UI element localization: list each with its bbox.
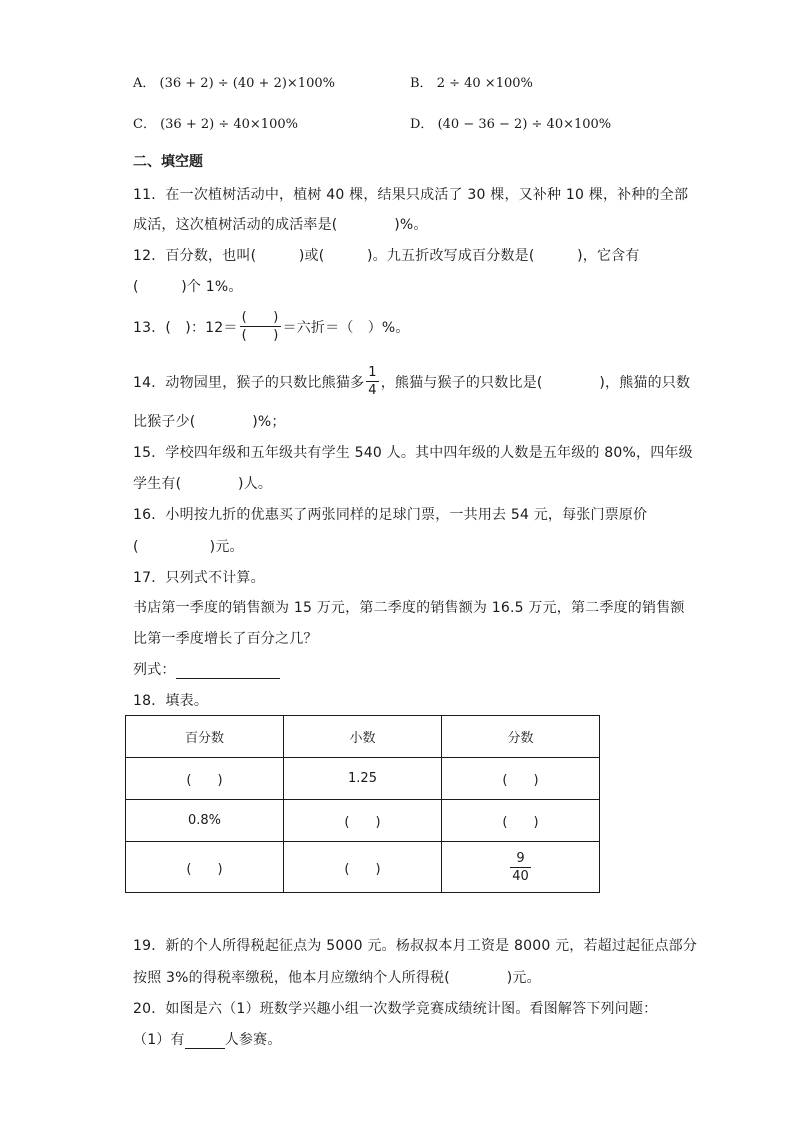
option-a-expression: (36 + 2) ÷ (40 + 2)×100%	[159, 76, 335, 91]
q20-line1: 20．如图是六（1）班数学兴趣小组一次数学竞赛成绩统计图。看图解答下列问题：	[133, 1001, 658, 1017]
q17-answer	[133, 659, 280, 679]
q13-prefix: 13．( )：12＝	[133, 319, 238, 336]
table-row	[126, 800, 600, 842]
q15-line1: 15．学校四年级和五年级共有学生 540 人。其中四年级的人数是五年级的 80%，四年级	[133, 445, 693, 461]
table-row	[126, 842, 600, 893]
option-c[interactable]	[133, 113, 298, 132]
q17-answer-blank[interactable]	[176, 664, 280, 679]
q14-frac-numerator: 1	[368, 365, 377, 380]
q20-sub1-suffix: 人参赛。	[224, 1032, 282, 1048]
option-b-expression: 2 ÷ 40 ×100%	[436, 76, 533, 91]
q18-title: 18．填表。	[133, 693, 209, 709]
fill-table	[125, 715, 600, 893]
q20-sub1-blank[interactable]	[185, 1034, 225, 1049]
table-header-row	[126, 716, 600, 758]
table-cell[interactable]: ( )	[126, 758, 284, 800]
option-b-letter: B．	[410, 76, 433, 91]
q17-answer-label: 列式：	[133, 662, 176, 678]
option-c-expression: (36 + 2) ÷ 40×100%	[160, 117, 298, 132]
q19-line1: 19．新的个人所得税起征点为 5000 元。杨叔叔本月工资是 8000 元，若超过起征点部分	[133, 938, 698, 954]
q11-line2: 成活，这次植树活动的成活率是( )%。	[133, 217, 428, 233]
q18-frac-denominator: 40	[512, 868, 529, 884]
option-a[interactable]	[133, 72, 335, 91]
table-cell[interactable]: ( )	[442, 758, 600, 800]
q12-line2: ( )个 1%。	[133, 279, 243, 295]
option-b[interactable]	[410, 72, 533, 91]
q18-fraction	[510, 852, 531, 883]
table-cell[interactable]: ( )	[442, 800, 600, 842]
q13-suffix: ＝六折＝（ ）%。	[282, 319, 410, 336]
table-header: 小数	[284, 716, 442, 758]
table-cell-fraction	[442, 842, 600, 893]
q17-line2: 书店第一季度的销售额为 15 万元，第二季度的销售额为 16.5 万元，第二季度的销售额	[133, 600, 685, 616]
table-cell: 1.25	[284, 758, 442, 800]
q20-sub1	[133, 1029, 282, 1049]
q16-line1: 16．小明按九折的优惠买了两张同样的足球门票，一共用去 54 元，每张门票原价	[133, 507, 648, 523]
table-cell: 0.8%	[126, 800, 284, 842]
option-d[interactable]	[410, 113, 611, 132]
q15-line2: 学生有( )人。	[133, 476, 273, 492]
table-row	[126, 758, 600, 800]
option-c-letter: C．	[133, 117, 156, 132]
q14-line2: 比猴子少( )%；	[133, 414, 286, 430]
fraction-bar	[366, 381, 378, 382]
q14-fraction	[366, 366, 378, 397]
q14-line1	[133, 366, 690, 397]
q18-frac-numerator: 9	[516, 850, 525, 866]
fraction-bar	[240, 326, 281, 327]
table-cell[interactable]: ( )	[284, 842, 442, 893]
q11-line1: 11．在一次植树活动中，植树 40 棵，结果只成活了 30 棵，又补种 10 棵，补种的全部	[133, 187, 689, 203]
q13-frac-denominator: ( )	[241, 328, 279, 343]
q19-line2: 按照 3%的得税率缴税，他本月应缴纳个人所得税( )元。	[133, 970, 541, 986]
q12-line1: 12．百分数，也叫( )或( )。九五折改写成百分数是( )，它含有	[133, 248, 640, 264]
q17-line1: 17．只列式不计算。	[133, 570, 265, 586]
q14-suffix: ，熊猫与猴子的只数比是( )，熊猫的只数	[380, 374, 691, 391]
table-header: 分数	[442, 716, 600, 758]
q13-fraction	[240, 311, 281, 342]
q17-line3: 比第一季度增长了百分之几？	[133, 631, 318, 647]
q16-line2: ( )元。	[133, 539, 244, 555]
table-cell[interactable]: ( )	[284, 800, 442, 842]
option-d-letter: D．	[410, 117, 434, 132]
fraction-bar	[510, 867, 531, 868]
q14-frac-denominator: 4	[368, 383, 377, 398]
option-d-expression: (40 − 36 − 2) ÷ 40×100%	[437, 117, 612, 132]
q20-sub1-prefix: （1）有	[133, 1032, 185, 1048]
table-cell[interactable]: ( )	[126, 842, 284, 893]
section-title: 二、填空题	[133, 154, 203, 170]
option-a-letter: A．	[133, 76, 156, 91]
table-header: 百分数	[126, 716, 284, 758]
q14-prefix: 14．动物园里，猴子的只数比熊猫多	[133, 374, 365, 391]
q13-frac-numerator: ( )	[241, 310, 279, 325]
q13	[133, 311, 410, 342]
